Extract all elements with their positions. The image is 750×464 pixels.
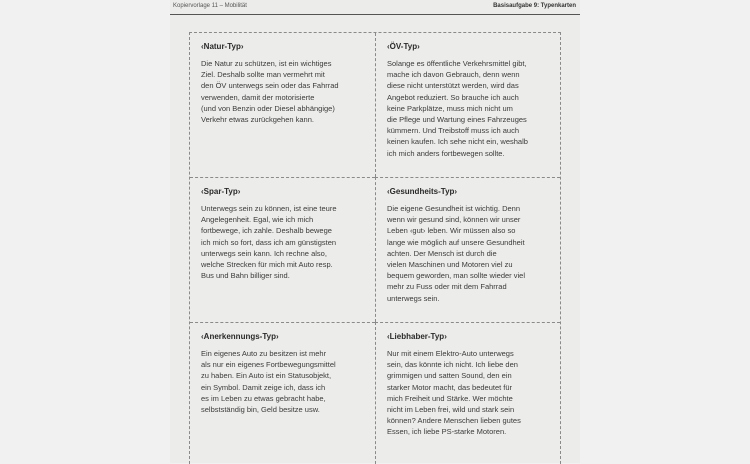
card-text-line: Angebot reduziert. So brauche ich auch: [387, 92, 519, 102]
card-spar-typ: [190, 177, 375, 322]
card-text-line: Ziel. Deshalb sollte man vermehrt mit: [201, 70, 325, 80]
card-text-line: Verkehr etwas zurückgehen kann.: [201, 115, 314, 125]
card-text: [201, 58, 367, 125]
header-task: Basisaufgabe 9: Typenkarten: [493, 3, 576, 9]
card-text-line: selbstständig bin, Geld besitze usw.: [201, 405, 320, 415]
card-title: ‹ÖV-Typ›: [387, 42, 420, 51]
card-text-line: die Pflege und Wartung eines Fahrzeuges: [387, 115, 527, 125]
card-anerkennungs-typ: [190, 322, 375, 464]
card-text-line: grimmigen und satten Sound, den ein: [387, 371, 512, 381]
card-text-line: ich mich anders fortbewegen sollte.: [387, 148, 505, 158]
card-text-line: Bus und Bahn billiger sind.: [201, 271, 290, 281]
card-text-line: können? Andere Menschen lieben gutes: [387, 416, 521, 426]
card-text-line: Leben ‹gut› leben. Wir müssen also so: [387, 226, 516, 236]
worksheet-page: [170, 0, 580, 463]
card-text-line: keine Parkplätze, muss mich nicht um: [387, 103, 513, 113]
card-text-line: mich Freiheit und Stärke. Wer möchte: [387, 393, 513, 403]
card-text-line: wenn wir gesund sind, können wir unser: [387, 215, 521, 225]
card-text-line: (und von Benzin oder Diesel abhängige): [201, 103, 335, 113]
card-text-line: starker Motor macht, das bedeutet für: [387, 382, 513, 392]
card-title: ‹Natur-Typ›: [201, 42, 244, 51]
card-text-line: Nur mit einem Elektro-Auto unterwegs: [387, 349, 514, 358]
card-liebhaber-typ: [375, 322, 560, 464]
card-text-line: Ein eigenes Auto zu besitzen ist mehr: [201, 349, 327, 358]
card-text-line: vielen Maschinen und Motoren viel zu: [387, 260, 513, 270]
card-text-line: es im Leben zu etwas gebracht habe,: [201, 393, 326, 403]
card-text: [387, 203, 552, 304]
card-text-line: kümmern. Und Treibstoff muss ich auch: [387, 126, 519, 136]
card-gesundheits-typ: [375, 177, 560, 322]
card-text: [201, 203, 367, 281]
card-text: [387, 348, 552, 438]
type-cards-grid: [189, 32, 561, 464]
card-title: ‹Spar-Typ›: [201, 187, 241, 196]
card-text-line: Die eigene Gesundheit ist wichtig. Denn: [387, 204, 520, 213]
card-text-line: Unterwegs sein zu können, ist eine teure: [201, 204, 337, 213]
card-text-line: lange wie möglich auf unsere Gesundheit: [387, 237, 525, 247]
card-text-line: Essen, ich liebe PS-starke Motoren.: [387, 427, 507, 437]
card-text-line: verwenden, damit der motorisierte: [201, 92, 315, 102]
card-text-line: unterwegs sein kann. Ich rechne also,: [201, 248, 327, 258]
card-text-line: mehr zu Fuss oder mit dem Fahrrad: [387, 282, 507, 292]
card-text-line: als nur ein eigenes Fortbewegungsmittel: [201, 360, 336, 370]
card-text-line: bequem geworden, man sollte wieder viel: [387, 271, 525, 281]
card-title: ‹Liebhaber-Typ›: [387, 332, 447, 341]
header-divider: [170, 14, 580, 15]
card-title: ‹Gesundheits-Typ›: [387, 187, 458, 196]
card-text-line: fortbewege, ich zahle. Deshalb bewege: [201, 226, 332, 236]
card-text-line: sein, das könnte ich nicht. Ich liebe den: [387, 360, 518, 370]
card-text-line: zu haben. Ein Auto ist ein Statusobjekt,: [201, 371, 332, 381]
card-text-line: ich mich so fort, dass ich am günstigsten: [201, 237, 337, 247]
card-text: [387, 58, 552, 159]
card-text-line: unterwegs sein.: [387, 293, 440, 303]
card-text-line: Die Natur zu schützen, ist ein wichtiges: [201, 59, 332, 68]
card-text: [201, 348, 367, 415]
card-text-line: den ÖV unterwegs sein oder das Fahrrad: [201, 81, 339, 91]
card-text-line: ein Symbol. Damit zeige ich, dass ich: [201, 382, 326, 392]
card-text-line: nicht im Leben frei, wild und stark sein: [387, 405, 515, 415]
header-source: Kopiervorlage 11 – Mobilität: [173, 3, 247, 9]
card-oev-typ: [375, 33, 560, 177]
card-text-line: welche Strecken für mich mit Auto resp.: [201, 260, 333, 270]
card-text-line: mache ich davon Gebrauch, denn wenn: [387, 70, 520, 80]
card-title: ‹Anerkennungs-Typ›: [201, 332, 279, 341]
card-natur-typ: [190, 33, 375, 177]
card-text-line: diese nicht unterstützt werden, wird das: [387, 81, 519, 91]
card-text-line: achten. Der Mensch ist durch die: [387, 248, 497, 258]
card-text-line: Angelegenheit. Egal, wie ich mich: [201, 215, 314, 225]
page-header: [170, 2, 580, 16]
card-text-line: Solange es öffentliche Verkehrsmittel gibt,: [387, 59, 527, 68]
card-text-line: keinen kaufen. Ich sehe nicht ein, weshalb: [387, 137, 528, 147]
